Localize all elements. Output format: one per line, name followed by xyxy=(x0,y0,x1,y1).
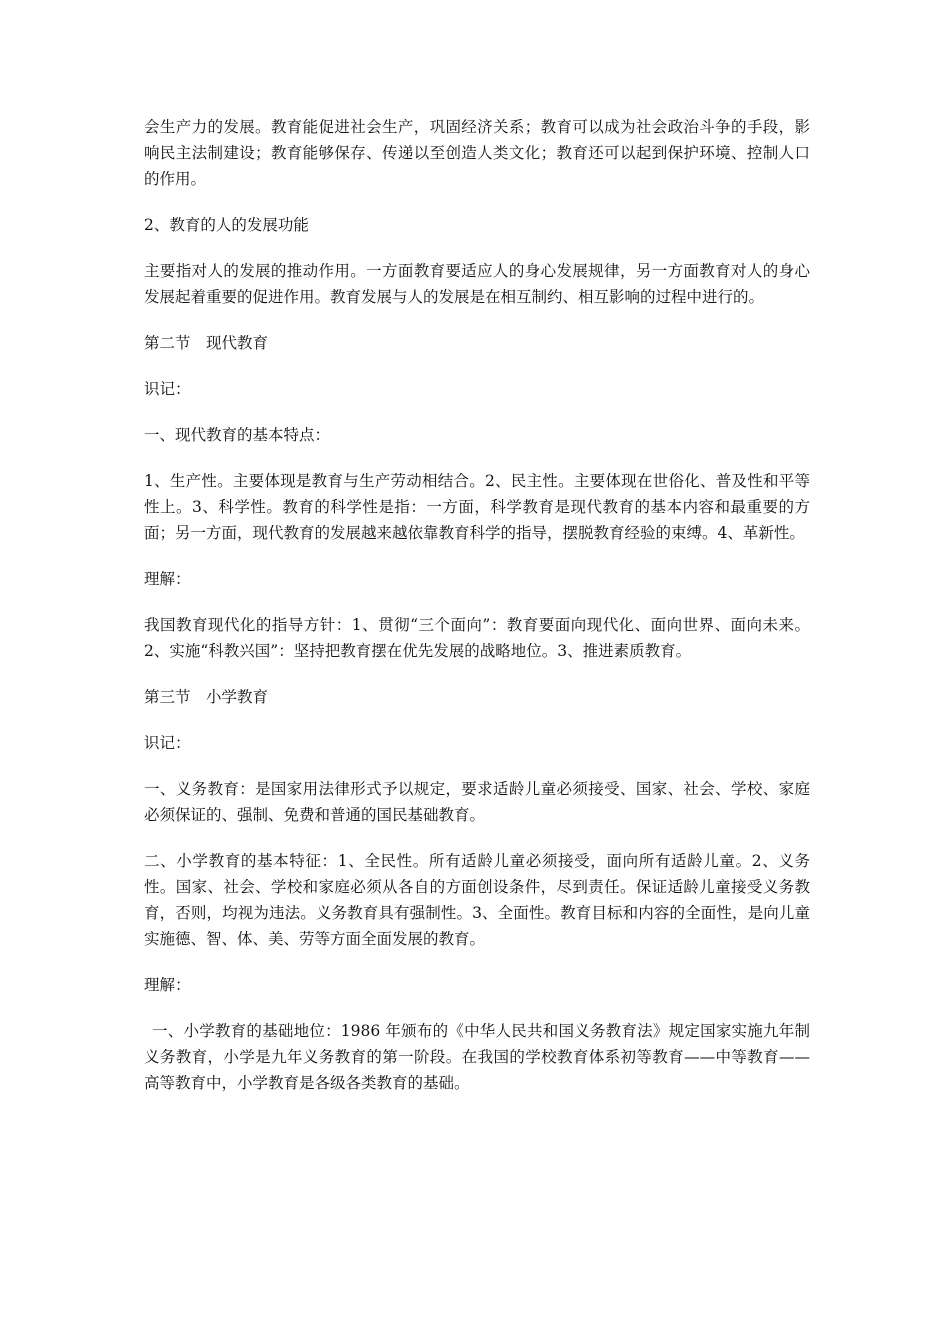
document-body xyxy=(144,114,810,1116)
section-heading-primary-education: 第三节 小学教育 xyxy=(144,688,269,706)
paragraph-modernization-guidelines: 我国教育现代化的指导方针：1、贯彻“三个面向”：教育要面向现代化、面向世界、面向未来。2、实施“科教兴国”：坚持把教育摆在优先发展的战略地位。3、推进素质教育。 xyxy=(144,616,810,660)
paragraph-primary-education-features: 二、小学教育的基本特征：1、全民性。所有适龄儿童必须接受，面向所有适龄儿童。2、义务性。国家、社会、学校和家庭必须从各自的方面创设条件，尽到责任。保证适龄儿童接受义务教育，否则，均视为违法。义务教育具有强制性。3、全面性。教育目标和内容的全面性，是向儿童实施德、智、体、美、劳等方面全面发展的教育。 xyxy=(144,852,810,948)
label-understand: 理解： xyxy=(144,570,191,588)
paragraph-social-functions: 会生产力的发展。教育能促进社会生产，巩固经济关系；教育可以成为社会政治斗争的手段，影响民主法制建设；教育能够保存、传递以至创造人类文化；教育还可以起到保护环境、控制人口的作用。 xyxy=(144,118,810,188)
paragraph-modern-education-features: 1、生产性。主要体现是教育与生产劳动相结合。2、民主性。主要体现在世俗化、普及性和平等性上。3、科学性。教育的科学性是指：一方面，科学教育是现代教育的基本内容和最重要的方面；另一方面，现代教育的发展越来越依靠教育科学的指导，摆脱教育经验的束缚。4、革新性。 xyxy=(144,472,810,542)
heading-human-development-function: 2、教育的人的发展功能 xyxy=(144,216,309,234)
label-memorize: 识记： xyxy=(144,380,191,398)
label-understand: 理解： xyxy=(144,976,191,994)
paragraph-human-development: 主要指对人的发展的推动作用。一方面教育要适应人的身心发展规律，另一方面教育对人的身心发展起着重要的促进作用。教育发展与人的发展是在相互制约、相互影响的过程中进行的。 xyxy=(144,262,810,306)
paragraph-compulsory-education: 一、义务教育：是国家用法律形式予以规定，要求适龄儿童必须接受、国家、社会、学校、家庭必须保证的、强制、免费和普通的国民基础教育。 xyxy=(144,780,810,824)
section-heading-modern-education: 第二节 现代教育 xyxy=(144,334,269,352)
label-memorize: 识记： xyxy=(144,734,191,752)
paragraph-primary-education-status: 一、小学教育的基础地位：1986 年颁布的《中华人民共和国义务教育法》规定国家实施九年制义务教育，小学是九年义务教育的第一阶段。在我国的学校教育体系初等教育——中等教育——高等教育中，小学教育是各级各类教育的基础。 xyxy=(144,1022,810,1092)
heading-modern-education-features: 一、现代教育的基本特点： xyxy=(144,426,331,444)
